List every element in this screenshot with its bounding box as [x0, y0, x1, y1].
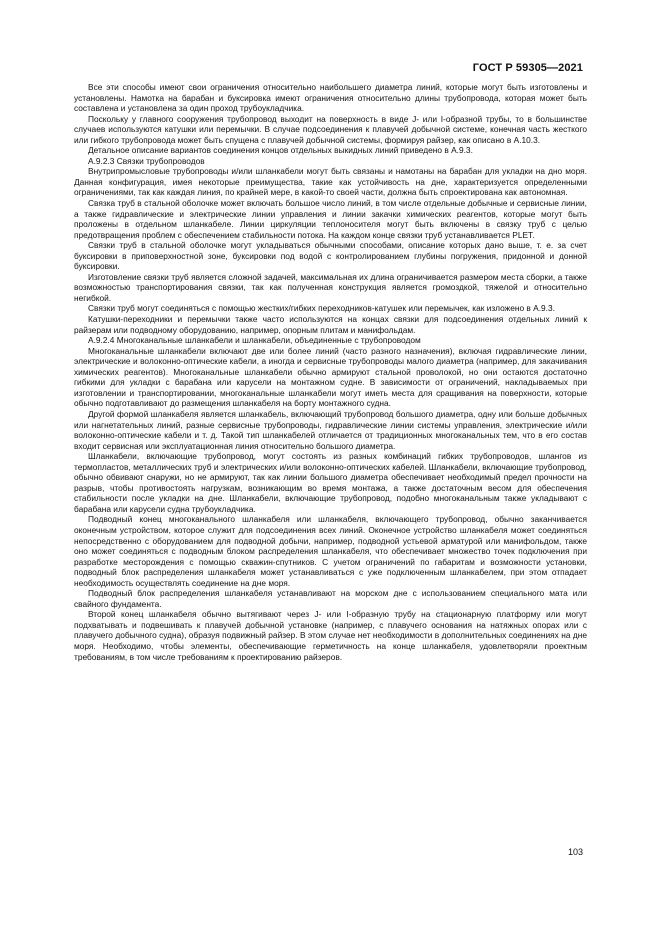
paragraph: Все эти способы имеют свои ограничения относительно наибольшего диаметра линий, которые могут быть изготовлены и установлены. Намотка на барабан и буксировка имеют ограничения относительно длины трубопровода, которая может быть составлена и установлена за один проход трубоукладчика. — [74, 82, 587, 114]
paragraph: Связки труб в стальной оболочке могут укладываться обычными способами, описание которых дано выше, т. е. за счет буксировки в приповерхностной зоне, буксировки под водой с контролированием глубины погружения, придонной и донной буксировки. — [74, 240, 587, 272]
paragraph: Катушки-переходники и перемычки также часто используются на концах связки для подсоединения отдельных линий к райзерам или подводному оборудованию, например, опорным плитам и манифольдам. — [74, 314, 587, 335]
paragraph: Второй конец шланкабеля обычно вытягивают через J- или I-образную трубу на стационарную платформу или могут подхватывать и подвешивать к плавучей добычной установке (например, с плавучего основания на натяжных опорах или с плавучего добычного судна), образуя подвижный райзер. В этом случае нет необходимости в дополнительных соединениях на дне моря. Необходимо, чтобы элементы, обеспечивающие герметичность на конце шланкабеля, удовлетворяли проектным требованиям, в том числе требованиям к проектированию райзеров. — [74, 609, 587, 662]
paragraph: Внутрипромысловые трубопроводы и/или шланкабели могут быть связаны и намотаны на барабан для укладки на дно моря. Данная конфигурация, имея некоторые преимущества, такие как устойчивость на дне, характеризуется определенными ограничениями, так как каждая линия, по крайней мере, в какой-то своей части, должна быть спроектирована как автономная. — [74, 166, 587, 198]
paragraph: Подводный конец многоканального шланкабеля или шланкабеля, включающего трубопровод, обычно заканчивается оконечным устройством, которое служит для подсоединения всех линий. Оконечное устройство шланкабеля может соединяться непосредственно с оборудованием для подводной добычи, например, подводной устьевой арматурой или манифольдом, также оно может соединяться с подводным блоком распределения шланкабеля, что обеспечивает множество точек подключения при разработке месторождения с помощью скважин-спутников. С учетом ограничений по габаритам и возможности установки, подводный блок распределения шланкабеля может устанавливаться с уже подключенным шланкабелем, при этом отпадает необходимость осуществлять соединение на дне моря. — [74, 514, 587, 588]
paragraph: Связка труб в стальной оболочке может включать большое число линий, в том числе отдельные добычные и сервисные линии, а также гидравлические и электрические линии управления и линии закачки химических реагентов, которые могут быть проложены в отдельном шланкабеле. Линии циркуляции теплоносителя могут быть включены в связку труб с целью предотвращения проблем с обеспечением стабильности потока. На каждом конце связки труб устанавливается PLET. — [74, 198, 587, 240]
section-heading: А.9.2.3 Связки трубопроводов — [88, 155, 205, 166]
paragraph: Поскольку у главного сооружения трубопровод выходит на поверхность в виде J- или I-образной трубы, то в большинстве случаев используются катушки или перемычки. В случае подсоединения к плавучей добычной системе, конечная часть жесткого или гибкого трубопровода может быть спущена с плавучей добычной системы, формируя райзер, как описано в А.10.3. — [74, 113, 587, 145]
paragraph: Изготовление связки труб является сложной задачей, максимальная их длина ограничивается размером места сборки, а также возможностью транспортирования связки, так как полученная конструкция является громоздкой, тяжелой и относительно негибкой. — [74, 271, 587, 303]
paragraph: Детальное описание вариантов соединения концов отдельных выкидных линий приведено в А.9.3. — [88, 145, 473, 156]
paragraph: Многоканальные шланкабели включают две или более линий (часто разного назначения), включая гидравлические линии, электрические и волоконно-оптические кабели, а иногда и сервисные трубопроводы малого диаметра (например, для закачивания химических реагентов). Многоканальные шланкабели обычно армируют стальной проволокой, но они остаются достаточно гибкими для укладки с барабана или карусели на монтажном судне. В зависимости от ограничений, накладываемых при изготовлении и транспортировании, многоканальные шланкабели могут иметь места для сращивания на поверхности, которые обычно подготавливают до размещения шланкабеля на борту монтажного судна. — [74, 345, 587, 409]
paragraph: Шланкабели, включающие трубопровод, могут состоять из разных комбинаций гибких трубопроводов, шлангов из термопластов, металлических труб и электрических и/или волоконно-оптических кабелей. Шланкабели, включающие трубопровод, обычно обвивают снаружи, но не армируют, так как линии большого диаметра обеспечивает необходимый предел прочности на разрыв, чтобы противостоять нагрузкам, возникающим во время монтажа, а также достаточным весом для обеспечения стабильности после укладки на дне. Шланкабели, включающие трубопровод, подобно многоканальным также укладывают с барабана или карусели судна трубоукладчика. — [74, 451, 587, 514]
paragraph: Связки труб могут соединяться с помощью жестких/гибких переходников-катушек или перемычек, как изложено в А.9.3. — [88, 303, 555, 314]
document-body — [74, 82, 587, 662]
document-header: ГОСТ Р 59305—2021 — [472, 62, 583, 74]
section-heading: А.9.2.4 Многоканальные шланкабели и шланкабели, объединенные с трубопроводом — [88, 335, 421, 346]
paragraph: Подводный блок распределения шланкабеля устанавливают на морском дне с использованием специального мата или свайного фундамента. — [74, 588, 587, 609]
paragraph: Другой формой шланкабеля является шланкабель, включающий трубопровод большого диаметра, одну или больше добычных или нагнетательных линий, разные сервисные трубопроводы, гидравлические линии системы управления, электрические и/или волоконно-оптические кабели и т. д. Такой тип шланкабелей отличается от традиционных многоканальных тем, что в его состав входит сервисная или эксплуатационная линия относительно большого диаметра. — [74, 408, 587, 451]
page-number: 103 — [567, 847, 583, 857]
